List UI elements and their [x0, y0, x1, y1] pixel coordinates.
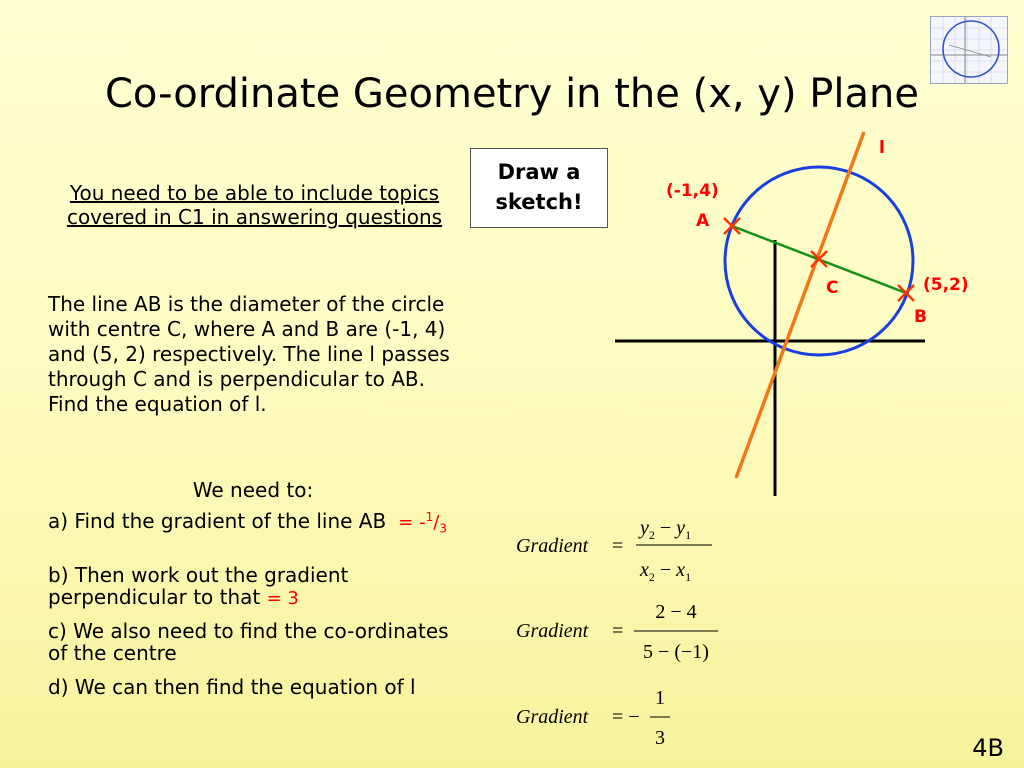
formula3-numerator: 1 — [655, 687, 665, 709]
point-b-label: B — [914, 307, 927, 327]
need-heading: We need to: — [192, 478, 314, 502]
line-l — [736, 132, 864, 478]
circle-graph-thumbnail — [930, 16, 1008, 84]
point-a-label: A — [696, 211, 710, 231]
formula3-equals-minus: = − — [612, 706, 640, 728]
step-a — [48, 510, 458, 534]
sketch-diagram — [600, 120, 1000, 514]
step-d: d) We can then find the equation of l — [48, 675, 416, 699]
point-a-marker — [724, 218, 740, 234]
formula3-gradient-word: Gradient — [516, 706, 589, 728]
step-b-text: b) Then work out the gradient perpendicular to that — [48, 563, 349, 609]
line-l-label: l — [879, 138, 885, 158]
formula1-numerator: $y_2 - y_1$ — [640, 517, 692, 542]
sketch-callout-line2: sketch! — [495, 190, 583, 214]
formula1-equals: = — [612, 535, 624, 557]
formula2-gradient-word: Gradient — [516, 620, 589, 642]
intro-text: You need to be able to include topics covered in C1 in answering questions — [66, 181, 443, 229]
formula2-denominator: 5 − (−1) — [643, 641, 709, 663]
formula1-denominator: $x_2 - x_1$ — [640, 559, 692, 584]
formula2-numerator: 2 − 4 — [655, 601, 697, 623]
formula3-denominator: 3 — [655, 727, 665, 749]
step-a-text: a) Find the gradient of the line AB — [48, 509, 387, 533]
point-a-coords: (-1,4) — [666, 181, 719, 201]
step-b-answer: = 3 — [266, 588, 299, 609]
step-b — [48, 564, 458, 610]
point-b-coords: (5,2) — [923, 275, 969, 295]
gradient-formulas — [500, 510, 740, 759]
circle — [725, 167, 913, 355]
formula2-equals: = — [612, 620, 624, 642]
slide-title: Co-ordinate Geometry in the (x, y) Plane — [104, 71, 920, 117]
slide-number: 4B — [972, 734, 1004, 762]
problem-statement: The line AB is the diameter of the circle with centre C, where A and B are (-1, 4) and (5, 2) respectively. The line l passes through C and is perpendicular to AB. Find the equation of l. — [48, 292, 450, 416]
point-c-label: C — [826, 278, 839, 298]
formula1-gradient-word: Gradient — [516, 535, 589, 557]
sketch-callout-line1: Draw a — [497, 160, 581, 184]
step-c: c) We also need to find the co-ordinates of the centre — [48, 619, 449, 665]
step-a-answer: = $-^1/_3$ — [398, 510, 447, 536]
sketch-callout — [470, 148, 608, 228]
